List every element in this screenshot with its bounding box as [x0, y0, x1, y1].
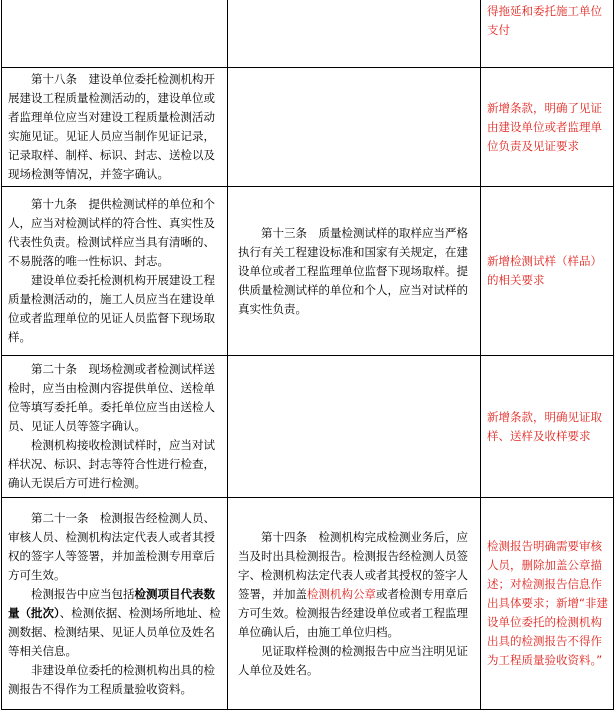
article-19-para-2: 建设单位委托检测机构开展建设工程质量检测活动的，施工人员应当在建设单位或者监理单位的见证人员监督下现场取样。 [8, 273, 215, 344]
note-text: 得拖延和委托施工单位支付 [487, 4, 602, 37]
table-row [2, 356, 614, 498]
note-text: 新增条款，明确了见证由建设单位或者监理单位负责及见证要求 [487, 100, 602, 153]
current-text-cell [2, 356, 228, 498]
article-20-para-2: 检测机构接收检测试样时，应当对试样状况、标识、封志等符合性进行检查，确认无误后方可进行检测。 [8, 438, 215, 490]
note-cell [481, 498, 614, 710]
note-text: 新增检测试样（样品）的相关要求 [487, 254, 602, 287]
red-phrase: 检测机构公章 [307, 586, 376, 601]
note-text: 检测报告明确需要审核人员，删除加盖公章描述；对检测报告信息作出具体要求；新增“非建设单位委托的检测机构出具的检测报告不得作为工程质量验收资料。” [487, 539, 608, 667]
comparison-table [1, 0, 614, 710]
old-article-14-para-2: 见证取样检测的检测报告中应当注明见证人单位及姓名。 [238, 643, 468, 677]
previous-text-cell [228, 0, 481, 68]
note-cell [481, 356, 614, 498]
bold-phrase: 检测项目代表数量（批次） [8, 586, 215, 620]
current-text-cell [2, 187, 228, 356]
previous-text-cell [228, 356, 481, 498]
old-article-13-text: 第十三条 质量检测试样的取样应当严格执行有关工程建设标准和国家有关规定，在建设单位或者工程监理单位监督下现场取样。提供质量检测试样的单位和个人，应当对试样的真实性负责。 [238, 225, 468, 316]
article-21-para-3: 非建设单位委托的检测机构出具的检测报告不得作为工程质量验收资料。 [8, 662, 215, 696]
current-text-cell [2, 0, 228, 68]
table-row [2, 0, 614, 68]
old-article-14-para-1: 第十四条 检测机构完成检测业务后，应当及时出具检测报告。检测报告经检测人员签字、检测机构法定代表人或者其授权的签字人签署，并加盖检测机构公章或者检测专用章后方可生效。检测报告经建设单位或者工程监理单位确认后，由施工单位归档。 [238, 529, 468, 639]
table-row [2, 187, 614, 356]
note-cell [481, 187, 614, 356]
note-cell [481, 0, 614, 68]
article-20-para-1: 第二十条 现场检测或者检测试样送检时，应当由检测内容提供单位、送检单位等填写委托单。委托单位应当由送检人员、见证人员等签字确认。 [8, 362, 215, 433]
previous-text-cell [228, 498, 481, 710]
note-cell [481, 68, 614, 187]
current-text-cell [2, 498, 228, 710]
article-18-text: 第十八条 建设单位委托检测机构开展建设工程质量检测活动的，建设单位或者监理单位应当对建设工程质量检测活动实施见证。见证人员应当制作见证记录，记录取样、制样、标识、封志、送检以及现场检测等情况，并签字确认。 [8, 72, 215, 181]
previous-text-cell [228, 187, 481, 356]
note-text: 新增条款，明确见证取样、送样及收样要求 [487, 409, 602, 443]
article-21-para-1: 第二十一条 检测报告经检测人员、审核人员、检测机构法定代表人或者其授权的签字人等签署，并加盖检测专用章后方可生效。 [8, 510, 215, 582]
article-19-para-1: 第十九条 提供检测试样的单位和个人，应当对检测试样的符合性、真实性及代表性负责。检测试样应当具有清晰的、不易脱落的唯一性标识、封志。 [8, 197, 215, 268]
previous-text-cell [228, 68, 481, 187]
article-21-para-2: 检测报告中应当包括检测项目代表数量（批次）、检测依据、检测场所地址、检测数据、检测结果、见证人员单位及姓名等相关信息。 [8, 586, 221, 658]
current-text-cell [2, 68, 228, 187]
table-row [2, 68, 614, 187]
table-row [2, 498, 614, 710]
